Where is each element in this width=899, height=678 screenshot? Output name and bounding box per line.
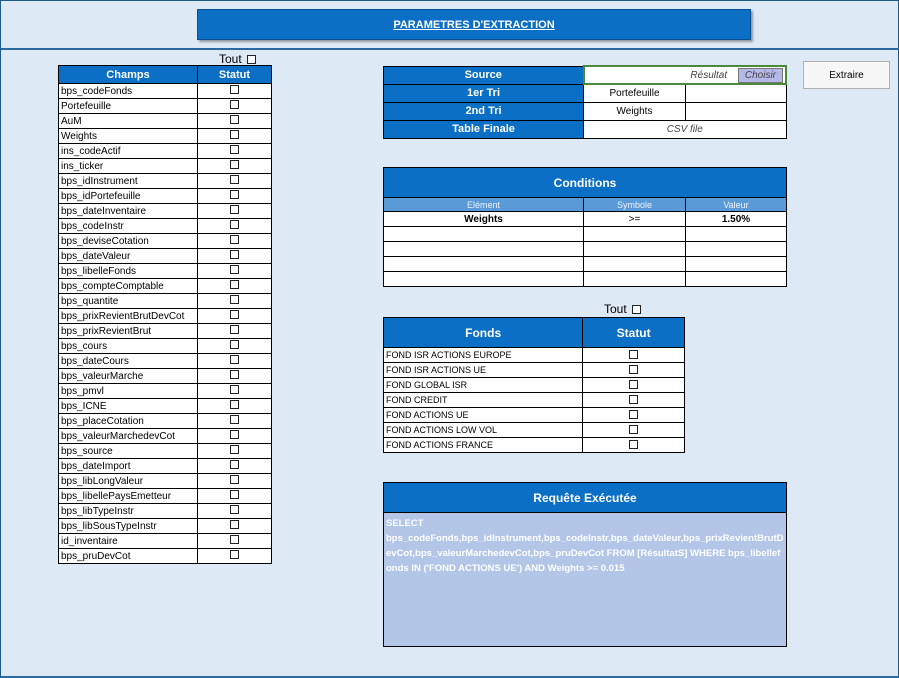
- field-name: bps_codeFonds: [59, 84, 198, 99]
- funds-table: [383, 317, 685, 453]
- conditions-table: [383, 167, 787, 287]
- field-row: [59, 204, 272, 219]
- field-row: [59, 384, 272, 399]
- field-row: [59, 114, 272, 129]
- field-status[interactable]: [198, 339, 272, 354]
- executed-query-panel: [383, 482, 787, 647]
- conditions-header-symbole: Symbole: [584, 198, 686, 212]
- field-name: Weights: [59, 129, 198, 144]
- funds-header-fonds: Fonds: [384, 318, 583, 348]
- field-name: bps_deviseCotation: [59, 234, 198, 249]
- field-row: [59, 459, 272, 474]
- field-status[interactable]: [198, 444, 272, 459]
- conditions-header-element: Elément: [384, 198, 584, 212]
- field-name: bps_dateImport: [59, 459, 198, 474]
- field-status[interactable]: [198, 219, 272, 234]
- field-row: [59, 189, 272, 204]
- field-checkbox[interactable]: [230, 250, 239, 259]
- field-status[interactable]: [198, 354, 272, 369]
- source-table: [383, 65, 787, 139]
- field-row: [59, 99, 272, 114]
- field-status[interactable]: [198, 474, 272, 489]
- field-name: bps_idPortefeuille: [59, 189, 198, 204]
- tri1-value[interactable]: Portefeuille: [584, 84, 686, 102]
- fund-checkbox[interactable]: [629, 380, 638, 389]
- field-status[interactable]: [198, 489, 272, 504]
- field-checkbox[interactable]: [230, 130, 239, 139]
- field-status[interactable]: [198, 189, 272, 204]
- fund-name: FOND ISR ACTIONS EUROPE: [384, 348, 583, 363]
- field-checkbox[interactable]: [230, 340, 239, 349]
- field-checkbox[interactable]: [230, 460, 239, 469]
- field-row: [59, 519, 272, 534]
- field-name: bps_idInstrument: [59, 174, 198, 189]
- field-name: bps_libellePaysEmetteur: [59, 489, 198, 504]
- field-name: bps_codeInstr: [59, 219, 198, 234]
- fund-name: FOND GLOBAL ISR: [384, 378, 583, 393]
- field-checkbox[interactable]: [230, 535, 239, 544]
- fund-checkbox[interactable]: [629, 425, 638, 434]
- page-title: PARAMETRES D'EXTRACTION: [197, 9, 751, 40]
- fund-checkbox[interactable]: [629, 410, 638, 419]
- field-checkbox[interactable]: [230, 160, 239, 169]
- condition-symbol[interactable]: [584, 242, 686, 257]
- extract-button[interactable]: Extraire: [803, 61, 890, 89]
- field-checkbox[interactable]: [230, 325, 239, 334]
- field-row: [59, 294, 272, 309]
- field-checkbox[interactable]: [230, 280, 239, 289]
- field-checkbox[interactable]: [230, 220, 239, 229]
- field-status[interactable]: [198, 114, 272, 129]
- field-checkbox[interactable]: [230, 550, 239, 559]
- condition-value[interactable]: 1.50%: [686, 212, 787, 227]
- field-name: bps_dateInventaire: [59, 204, 198, 219]
- tout-funds-toggle[interactable]: [604, 302, 641, 316]
- field-checkbox[interactable]: [230, 415, 239, 424]
- field-status[interactable]: [198, 279, 272, 294]
- field-name: bps_libTypeInstr: [59, 504, 198, 519]
- tout-label: Tout: [604, 302, 627, 316]
- tout-fields-checkbox[interactable]: [247, 55, 256, 64]
- field-checkbox[interactable]: [230, 85, 239, 94]
- field-status[interactable]: [198, 84, 272, 99]
- field-row: [59, 354, 272, 369]
- field-status[interactable]: [198, 234, 272, 249]
- field-checkbox[interactable]: [230, 100, 239, 109]
- field-name: bps_compteComptable: [59, 279, 198, 294]
- field-row: [59, 159, 272, 174]
- field-row: [59, 369, 272, 384]
- query-text[interactable]: SELECT bps_codeFonds,bps_idInstrument,bps_codeInstr,bps_dateValeur,bps_prixRevientBrutDevCot,bps_valeurMarchedevCot,bps_pruDevCot FROM [RésultatS] WHERE bps_libellefonds IN ('FOND ACTIONS UE') AND Weights >= 0.015: [386, 518, 784, 574]
- conditions-title: Conditions: [384, 168, 787, 198]
- field-name: ins_ticker: [59, 159, 198, 174]
- fund-name: FOND ACTIONS LOW VOL: [384, 423, 583, 438]
- condition-row: [384, 272, 787, 287]
- field-row: [59, 489, 272, 504]
- source-value: Résultat: [690, 69, 728, 81]
- field-status[interactable]: [198, 504, 272, 519]
- field-name: bps_source: [59, 444, 198, 459]
- condition-symbol[interactable]: [584, 227, 686, 242]
- tri2-label: 2nd Tri: [384, 102, 584, 120]
- field-status[interactable]: [198, 264, 272, 279]
- field-checkbox[interactable]: [230, 430, 239, 439]
- fund-checkbox[interactable]: [629, 350, 638, 359]
- field-checkbox[interactable]: [230, 310, 239, 319]
- fund-status[interactable]: [583, 378, 685, 393]
- field-name: bps_dateValeur: [59, 249, 198, 264]
- condition-element[interactable]: [384, 272, 584, 287]
- fields-header-champs: Champs: [59, 66, 198, 84]
- fund-row: [384, 438, 685, 453]
- field-checkbox[interactable]: [230, 295, 239, 304]
- fund-status[interactable]: [583, 393, 685, 408]
- tout-fields-toggle[interactable]: [219, 52, 256, 66]
- field-checkbox[interactable]: [230, 490, 239, 499]
- top-divider: [1, 48, 899, 50]
- field-status[interactable]: [198, 459, 272, 474]
- tri1-label: 1er Tri: [384, 84, 584, 102]
- fund-checkbox[interactable]: [629, 395, 638, 404]
- field-name: bps_libLongValeur: [59, 474, 198, 489]
- field-checkbox[interactable]: [230, 370, 239, 379]
- field-checkbox[interactable]: [230, 265, 239, 274]
- fund-row: [384, 348, 685, 363]
- condition-value[interactable]: [686, 242, 787, 257]
- field-status[interactable]: [198, 144, 272, 159]
- field-row: [59, 504, 272, 519]
- tout-funds-checkbox[interactable]: [632, 305, 641, 314]
- field-row: [59, 264, 272, 279]
- field-name: bps_cours: [59, 339, 198, 354]
- field-name: bps_quantite: [59, 294, 198, 309]
- condition-symbol[interactable]: [584, 272, 686, 287]
- fund-row: [384, 393, 685, 408]
- field-row: [59, 474, 272, 489]
- field-status[interactable]: [198, 204, 272, 219]
- field-status[interactable]: [198, 369, 272, 384]
- field-status[interactable]: [198, 429, 272, 444]
- fund-name: FOND CREDIT: [384, 393, 583, 408]
- tout-label: Tout: [219, 52, 242, 66]
- field-row: [59, 549, 272, 564]
- field-checkbox[interactable]: [230, 115, 239, 124]
- field-name: AuM: [59, 114, 198, 129]
- final-table-value[interactable]: CSV file: [584, 120, 787, 138]
- field-checkbox[interactable]: [230, 520, 239, 529]
- conditions-header-valeur: Valeur: [686, 198, 787, 212]
- query-title: Requête Exécutée: [384, 483, 786, 513]
- fund-checkbox[interactable]: [629, 440, 638, 449]
- fields-table: [58, 65, 272, 564]
- field-name: bps_valeurMarchedevCot: [59, 429, 198, 444]
- field-checkbox[interactable]: [230, 445, 239, 454]
- field-row: [59, 144, 272, 159]
- field-status[interactable]: [198, 249, 272, 264]
- field-name: bps_prixRevientBrut: [59, 324, 198, 339]
- condition-symbol[interactable]: >=: [584, 212, 686, 227]
- fund-name: FOND ACTIONS FRANCE: [384, 438, 583, 453]
- field-status[interactable]: [198, 309, 272, 324]
- fund-status[interactable]: [583, 348, 685, 363]
- field-checkbox[interactable]: [230, 205, 239, 214]
- field-row: [59, 414, 272, 429]
- tri1-extra[interactable]: [686, 84, 787, 102]
- field-status[interactable]: [198, 519, 272, 534]
- field-name: bps_valeurMarche: [59, 369, 198, 384]
- field-row: [59, 279, 272, 294]
- condition-row: [384, 212, 787, 227]
- field-name: ins_codeActif: [59, 144, 198, 159]
- field-status[interactable]: [198, 549, 272, 564]
- fund-status[interactable]: [583, 363, 685, 378]
- condition-element[interactable]: Weights: [384, 212, 584, 227]
- condition-symbol[interactable]: [584, 257, 686, 272]
- condition-row: [384, 227, 787, 242]
- condition-value[interactable]: [686, 227, 787, 242]
- field-status[interactable]: [198, 159, 272, 174]
- fund-status[interactable]: [583, 408, 685, 423]
- field-name: bps_pruDevCot: [59, 549, 198, 564]
- field-checkbox[interactable]: [230, 145, 239, 154]
- field-name: bps_prixRevientBrutDevCot: [59, 309, 198, 324]
- field-checkbox[interactable]: [230, 355, 239, 364]
- funds-header-statut: Statut: [583, 318, 685, 348]
- field-row: [59, 429, 272, 444]
- field-checkbox[interactable]: [230, 400, 239, 409]
- field-status[interactable]: [198, 129, 272, 144]
- field-status[interactable]: [198, 99, 272, 114]
- field-row: [59, 339, 272, 354]
- field-status[interactable]: [198, 414, 272, 429]
- field-status[interactable]: [198, 174, 272, 189]
- field-name: bps_libelleFonds: [59, 264, 198, 279]
- field-checkbox[interactable]: [230, 235, 239, 244]
- field-row: [59, 129, 272, 144]
- field-checkbox[interactable]: [230, 475, 239, 484]
- field-name: id_inventaire: [59, 534, 198, 549]
- condition-row: [384, 242, 787, 257]
- field-name: Portefeuille: [59, 99, 198, 114]
- field-status[interactable]: [198, 399, 272, 414]
- field-checkbox[interactable]: [230, 505, 239, 514]
- source-cell[interactable]: [584, 66, 787, 84]
- fund-status[interactable]: [583, 438, 685, 453]
- fund-row: [384, 423, 685, 438]
- fund-name: FOND ACTIONS UE: [384, 408, 583, 423]
- tri2-extra[interactable]: [686, 102, 787, 120]
- field-row: [59, 174, 272, 189]
- field-row: [59, 249, 272, 264]
- condition-element[interactable]: [384, 242, 584, 257]
- condition-value[interactable]: [686, 257, 787, 272]
- field-status[interactable]: [198, 294, 272, 309]
- field-status[interactable]: [198, 324, 272, 339]
- field-name: bps_pmvl: [59, 384, 198, 399]
- field-checkbox[interactable]: [230, 175, 239, 184]
- field-row: [59, 534, 272, 549]
- fund-name: FOND ISR ACTIONS UE: [384, 363, 583, 378]
- field-name: bps_libSousTypeInstr: [59, 519, 198, 534]
- fund-row: [384, 408, 685, 423]
- condition-element[interactable]: [384, 227, 584, 242]
- field-status[interactable]: [198, 384, 272, 399]
- fund-checkbox[interactable]: [629, 365, 638, 374]
- field-row: [59, 84, 272, 99]
- condition-row: [384, 257, 787, 272]
- field-row: [59, 324, 272, 339]
- source-label: Source: [384, 66, 584, 84]
- choose-button[interactable]: Choisir: [738, 68, 783, 83]
- field-row: [59, 219, 272, 234]
- field-row: [59, 444, 272, 459]
- condition-element[interactable]: [384, 257, 584, 272]
- tri2-value[interactable]: Weights: [584, 102, 686, 120]
- final-table-label: Table Finale: [384, 120, 584, 138]
- fund-status[interactable]: [583, 423, 685, 438]
- field-row: [59, 234, 272, 249]
- field-name: bps_ICNE: [59, 399, 198, 414]
- field-name: bps_placeCotation: [59, 414, 198, 429]
- field-status[interactable]: [198, 534, 272, 549]
- field-checkbox[interactable]: [230, 385, 239, 394]
- field-row: [59, 399, 272, 414]
- fields-header-statut: Statut: [198, 66, 272, 84]
- fund-row: [384, 363, 685, 378]
- condition-value[interactable]: [686, 272, 787, 287]
- fund-row: [384, 378, 685, 393]
- field-row: [59, 309, 272, 324]
- field-checkbox[interactable]: [230, 190, 239, 199]
- field-name: bps_dateCours: [59, 354, 198, 369]
